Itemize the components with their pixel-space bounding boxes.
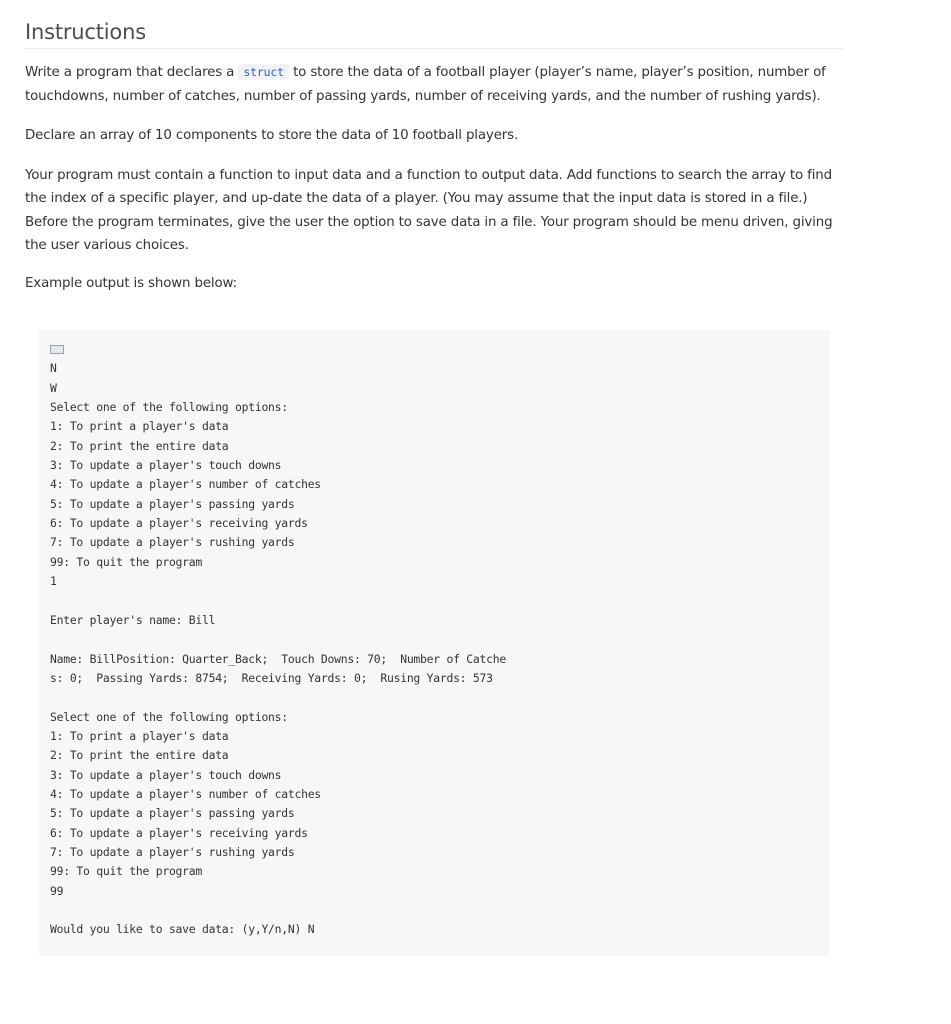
code-line: Name: BillPosition: Quarter_Back; Touch Downs: 70; Number of Catche [50, 651, 506, 666]
instructions-page [25, 0, 843, 295]
code-line: Would you like to save data: (y,Y/n,N) N [50, 922, 315, 937]
paragraph-array-description: Declare an array of 10 components to store the data of 10 football players. [25, 128, 519, 143]
heading-divider [25, 48, 843, 49]
code-line [50, 630, 829, 649]
code-line: 7: To update a player's rushing yards [50, 535, 295, 550]
code-line: 99: To quit the program [50, 554, 202, 569]
code-line: 2: To print the entire data [50, 748, 229, 763]
code-line: 99: To quit the program [50, 864, 202, 879]
paragraph-function-requirements: Your program must contain a function to input data and a function to output data. Add functions to search the array to find the index of a specific player, and up-date the data of a player. (You may assume that the input data is stored in a file.) Before the program terminates, give the user the option to save data in a file. Your program should be menu driven, giving the user various choices. [25, 167, 833, 253]
code-line: 1 [50, 574, 57, 589]
code-line: W [50, 380, 57, 395]
code-line: 3: To update a player's touch downs [50, 767, 282, 782]
code-line: 1: To print a player's data [50, 728, 229, 743]
code-line: s: 0; Passing Yards: 8754; Receiving Yards: 0; Rusing Yards: 573 [50, 670, 493, 685]
instructions-heading: Instructions [25, 20, 146, 44]
paragraph-struct-description [25, 61, 843, 108]
code-line: 1: To print a player's data [50, 419, 229, 434]
code-line: 4: To update a player's number of catches [50, 786, 321, 801]
code-line: 99 [50, 883, 64, 898]
code-line [50, 340, 829, 359]
code-line: 4: To update a player's number of catches [50, 477, 321, 492]
paragraph1-text-after: to store the data of a football player (player’s name, player’s position, number of touchdowns, number of catches, number of passing yards, number of receiving yards, and the number of rushing yards). [25, 65, 826, 104]
code-line: Select one of the following options: [50, 400, 288, 415]
code-line [50, 591, 829, 610]
code-line: 2: To print the entire data [50, 438, 229, 453]
code-line: 3: To update a player's touch downs [50, 458, 282, 473]
code-line: Enter player's name: Bill [50, 612, 216, 627]
code-line: 6: To update a player's receiving yards [50, 825, 308, 840]
broken-image-icon [50, 345, 64, 354]
example-output-code-block [39, 330, 829, 956]
code-line: 6: To update a player's receiving yards [50, 516, 308, 531]
code-line: 7: To update a player's rushing yards [50, 844, 295, 859]
code-line: N [50, 361, 57, 376]
paragraph-example-intro: Example output is shown below: [25, 275, 237, 291]
code-line: 5: To update a player's passing yards [50, 806, 295, 821]
code-line: 5: To update a player's passing yards [50, 496, 295, 511]
paragraph1-text-before: Write a program that declares a [25, 65, 235, 80]
code-line [50, 688, 829, 707]
code-line [50, 901, 829, 920]
inline-code-struct: struct [238, 64, 289, 80]
code-line: Select one of the following options: [50, 709, 288, 724]
